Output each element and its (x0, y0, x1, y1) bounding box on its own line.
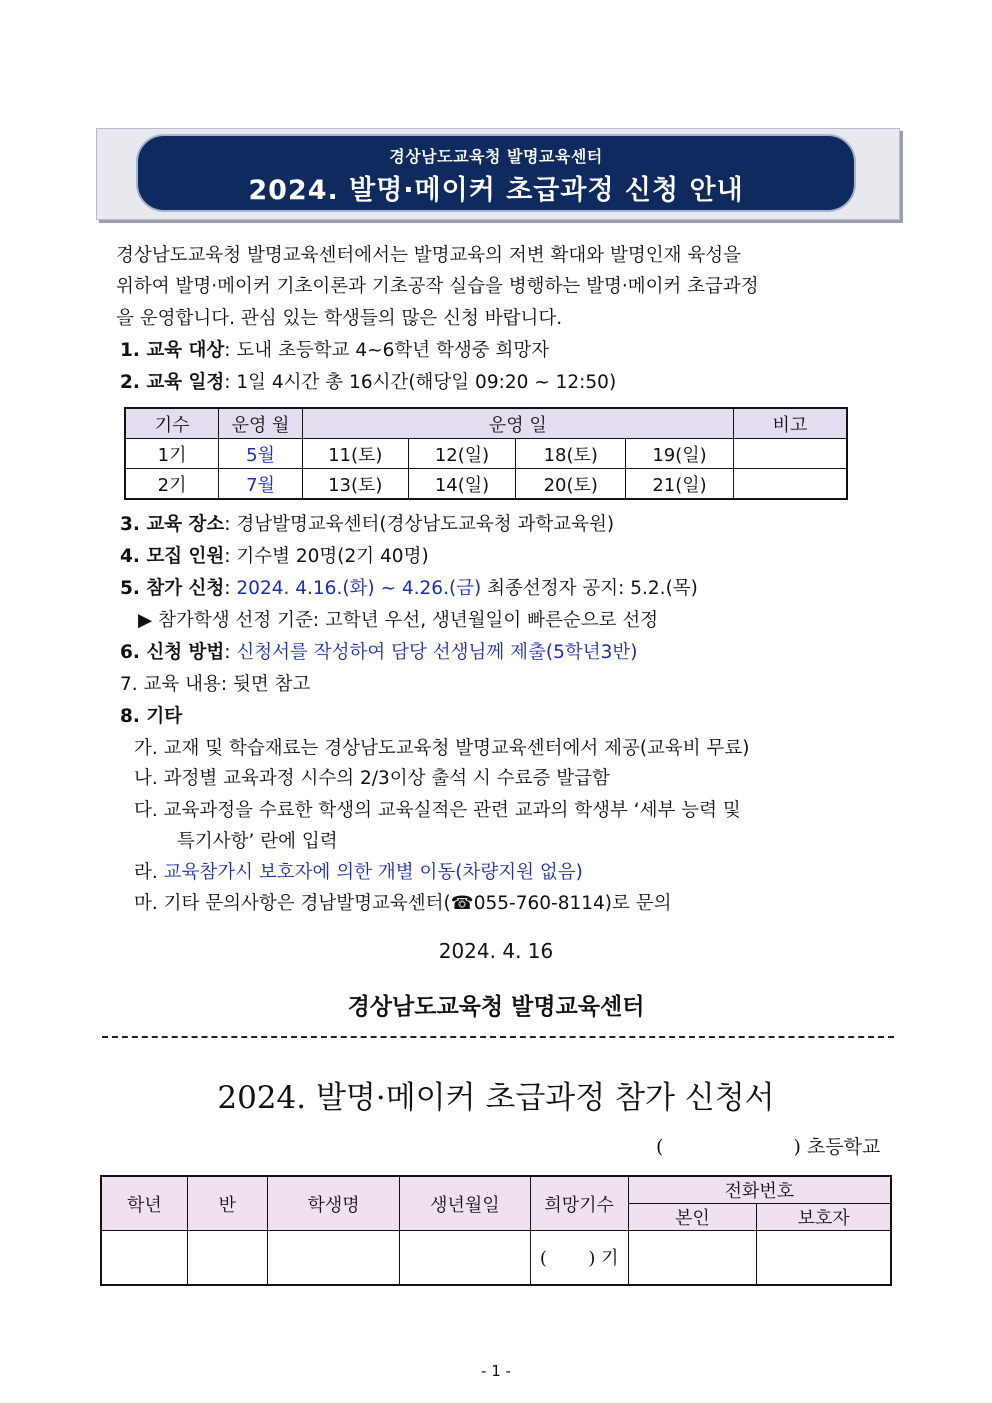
form-header-phone: 전화번호 (628, 1176, 891, 1204)
schedule-day: 19(일) (626, 439, 734, 469)
school-open-paren: ( (656, 1136, 664, 1158)
form-header-name: 학생명 (267, 1176, 399, 1231)
form-header-phone-guardian: 보호자 (757, 1204, 891, 1231)
item-recruit-value: : 기수별 20명(2기 40명) (224, 546, 429, 567)
item-target-value: : 도내 초등학교 4~6학년 학생중 희망자 (224, 340, 550, 361)
header-title: 2024. 발명·메이커 초급과정 신청 안내 (248, 175, 744, 206)
item-recruit-label: 4. 모집 인원 (120, 546, 225, 567)
item-schedule (120, 370, 616, 396)
schedule-day: 18(토) (516, 439, 626, 469)
schedule-day: 14(일) (408, 469, 516, 500)
form-name-cell[interactable] (267, 1231, 399, 1285)
item-place-value: : 경남발명교육센터(경상남도교육청 과학교육원) (224, 514, 615, 535)
schedule-header-note: 비고 (733, 408, 847, 439)
wish-suffix: ) 기 (588, 1248, 619, 1270)
schedule-day: 11(토) (302, 439, 408, 469)
form-class-cell[interactable] (187, 1231, 267, 1285)
schedule-header-month: 운영 월 (219, 408, 303, 439)
wish-open-paren: ( (539, 1248, 547, 1270)
schedule-header-days: 운영 일 (302, 408, 733, 439)
item-content: 7. 교육 내용: 뒷면 참고 (120, 674, 311, 695)
school-name-line (656, 1132, 898, 1159)
item-apply-label: 5. 참가 신청 (120, 578, 225, 599)
schedule-day: 21(일) (626, 469, 734, 500)
form-grade-cell[interactable] (101, 1231, 187, 1285)
schedule-note (733, 469, 847, 500)
form-header-birth: 생년월일 (400, 1176, 530, 1231)
school-suffix: ) 초등학교 (793, 1136, 881, 1158)
schedule-header-row (125, 408, 847, 439)
etc-da-1: 다. 교육과정을 수료한 학생의 교육실적은 관련 교과의 학생부 ‘세부 능력 및 (134, 800, 741, 821)
header-banner (136, 134, 856, 212)
header-subtitle: 경상남도교육청 발명교육센터 (389, 147, 603, 166)
form-title: 2024. 발명·메이커 초급과정 참가 신청서 (217, 1080, 775, 1116)
schedule-day: 20(토) (516, 469, 626, 500)
item-recruit (120, 544, 429, 570)
form-header-wish: 희망기수 (530, 1176, 628, 1231)
cut-line (102, 1036, 894, 1038)
item-criteria: ▶ 참가학생 선정 기준: 고학년 우선, 생년월일이 빠른순으로 선정 (138, 610, 659, 631)
intro-line-3: 을 운영합니다. 관심 있는 학생들의 많은 신청 바랍니다. (116, 308, 563, 329)
item-target-label: 1. 교육 대상 (120, 340, 225, 361)
item-method-label: 6. 신청 방법 (120, 642, 225, 663)
schedule-day: 12(일) (408, 439, 516, 469)
item-place-label: 3. 교육 장소 (120, 514, 225, 535)
item-method-value: 신청서를 작성하여 담당 선생님께 제출(5학년3반) (236, 642, 638, 663)
etc-ma: 마. 기타 문의사항은 경남발명교육센터(☎055-760-8114)로 문의 (134, 893, 672, 914)
item-etc: 8. 기타 (120, 706, 183, 727)
form-header-phone-self: 본인 (628, 1204, 756, 1231)
item-apply-notice: 최종선정자 공지: 5.2.(목) (487, 578, 698, 599)
item-target (120, 338, 549, 364)
form-phone-self-cell[interactable] (628, 1231, 756, 1285)
etc-da-2: 특기사항’ 란에 입력 (177, 831, 338, 852)
intro-line-2: 위하여 발명·메이커 기초이론과 기초공작 실습을 병행하는 발명·메이커 초급과정 (116, 276, 759, 297)
item-apply (120, 576, 698, 602)
form-phone-guardian-cell[interactable] (757, 1231, 891, 1285)
form-birth-cell[interactable] (400, 1231, 530, 1285)
schedule-table (124, 407, 848, 500)
issuing-org: 경상남도교육청 발명교육센터 (347, 994, 645, 1020)
etc-ra (134, 860, 583, 886)
issue-date: 2024. 4. 16 (438, 939, 554, 963)
page-number: - 1 - (481, 1362, 511, 1380)
item-place (120, 512, 614, 538)
etc-ra-value: 교육참가시 보호자에 의한 개별 이동(차량지원 없음) (163, 862, 583, 883)
etc-na: 나. 과정별 교육과정 시수의 2/3이상 출석 시 수료증 발급함 (134, 768, 610, 789)
schedule-gisu: 2기 (125, 469, 219, 500)
schedule-day: 13(토) (302, 469, 408, 500)
form-wish-cell[interactable] (530, 1231, 628, 1285)
item-method-sep: : (224, 642, 231, 663)
schedule-header-gisu: 기수 (125, 408, 219, 439)
item-method (120, 640, 637, 666)
schedule-row-2 (125, 469, 847, 500)
form-header-grade: 학년 (101, 1176, 187, 1231)
schedule-row-1 (125, 439, 847, 469)
schedule-note (733, 439, 847, 469)
item-apply-period: 2024. 4.16.(화) ~ 4.26.(금) (236, 578, 482, 599)
etc-ga: 가. 교재 및 학습재료는 경상남도교육청 발명교육센터에서 제공(교육비 무료) (134, 738, 750, 759)
application-form-table (100, 1175, 892, 1286)
schedule-month: 7월 (219, 469, 303, 500)
item-schedule-value: : 1일 4시간 총 16시간(해당일 09:20 ~ 12:50) (224, 372, 617, 393)
form-input-row (101, 1231, 891, 1285)
schedule-month: 5월 (219, 439, 303, 469)
schedule-gisu: 1기 (125, 439, 219, 469)
intro-line-1: 경상남도교육청 발명교육센터에서는 발명교육의 저변 확대와 발명인재 육성을 (116, 245, 742, 266)
item-schedule-label: 2. 교육 일정 (120, 372, 225, 393)
form-header-class: 반 (187, 1176, 267, 1231)
etc-ra-prefix: 라. (134, 862, 158, 883)
form-header-row-1 (101, 1176, 891, 1204)
item-apply-sep: : (224, 578, 231, 599)
